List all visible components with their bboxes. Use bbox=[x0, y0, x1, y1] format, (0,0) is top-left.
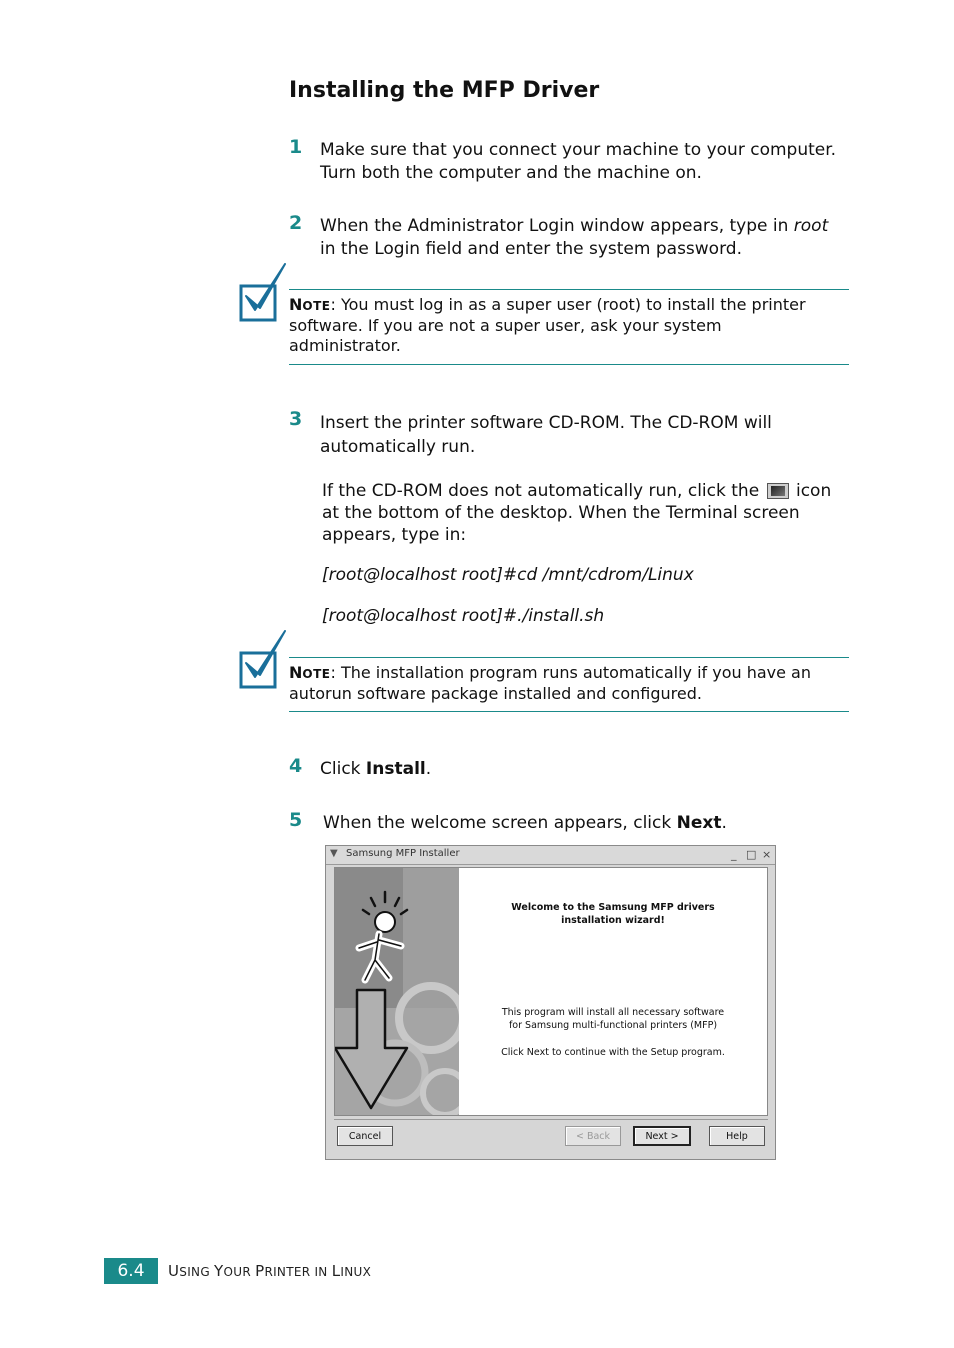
dialog-separator bbox=[334, 1119, 768, 1120]
step-5-next-emphasis: Next bbox=[676, 813, 722, 833]
section-title-part: U bbox=[168, 1262, 180, 1280]
note-2-line-1 bbox=[289, 663, 849, 684]
step-3-line-2: automatically run. bbox=[320, 437, 476, 457]
step-2-line-1 bbox=[320, 215, 828, 238]
step-2-root-emphasis: root bbox=[793, 216, 829, 236]
step-1-line-2: Turn both the computer and the machine on. bbox=[320, 163, 702, 183]
section-title-part: L bbox=[331, 1262, 341, 1280]
wizard-illustration bbox=[335, 868, 459, 1115]
step-3-text bbox=[320, 411, 772, 459]
note-1-top-rule bbox=[289, 289, 849, 290]
section-title-part: P bbox=[255, 1262, 265, 1280]
step-number-4: 4 bbox=[289, 755, 303, 777]
step-3-line-1: Insert the printer software CD-ROM. The CD-ROM will bbox=[320, 413, 772, 433]
info-line-3: Click Next to continue with the Setup program. bbox=[501, 1047, 725, 1058]
step-1-line-1: Make sure that you connect your machine to your computer. bbox=[320, 140, 837, 160]
section-title bbox=[168, 1262, 371, 1280]
note-2-label-n: N bbox=[289, 663, 303, 682]
section-title-part: Y bbox=[214, 1262, 224, 1280]
checkmark-note-icon bbox=[238, 629, 288, 691]
note-1 bbox=[289, 295, 849, 356]
note-1-text-1: : You must log in as a super user (root) to install the printer bbox=[330, 295, 806, 314]
step-4-install-emphasis: Install bbox=[365, 759, 426, 779]
note-2-label-rest: OTE bbox=[302, 667, 331, 681]
note-2-bottom-rule bbox=[289, 711, 849, 712]
note-2-text-1: : The installation program runs automatically if you have an bbox=[330, 663, 811, 682]
info-line-2: for Samsung multi-functional printers (MFP) bbox=[508, 1020, 718, 1031]
note-1-label-n: N bbox=[289, 295, 303, 314]
note-1-line-2: software. If you are not a super user, ask your system bbox=[289, 316, 722, 335]
cancel-button[interactable]: Cancel bbox=[337, 1126, 393, 1146]
step-5-text-a: When the welcome screen appears, click bbox=[323, 813, 677, 833]
step-number-2: 2 bbox=[289, 212, 303, 234]
section-title-part: SING bbox=[179, 1265, 215, 1279]
note-1-label-rest: OTE bbox=[302, 299, 331, 313]
welcome-heading-line-2: installation wizard! bbox=[561, 915, 665, 926]
step-3-sub-line-1 bbox=[322, 480, 831, 502]
installer-dialog-screenshot bbox=[325, 845, 776, 1160]
note-1-bottom-rule bbox=[289, 364, 849, 365]
note-1-line-3: administrator. bbox=[289, 336, 401, 355]
step-2-text-a: When the Administrator Login window appears, type in bbox=[320, 216, 794, 236]
step-number-1: 1 bbox=[289, 136, 303, 158]
step-3-sub-line-3: appears, type in: bbox=[322, 525, 467, 545]
terminal-icon-screen bbox=[771, 486, 785, 496]
back-button[interactable]: < Back bbox=[565, 1126, 621, 1146]
page-number: 6.4 bbox=[104, 1258, 158, 1284]
dialog-title-bar bbox=[326, 846, 775, 865]
command-line-1: [root@localhost root]#cd /mnt/cdrom/Linux bbox=[322, 565, 694, 585]
note-1-line-1 bbox=[289, 295, 849, 316]
maximize-icon[interactable]: □ bbox=[746, 848, 757, 861]
note-2-line-2: autorun software package installed and configured. bbox=[289, 684, 702, 703]
step-4-text bbox=[320, 758, 431, 781]
step-number-5: 5 bbox=[289, 809, 303, 831]
step-5-text-c: . bbox=[721, 813, 727, 833]
step-3-sub-text-a: If the CD-ROM does not automatically run, click the bbox=[322, 481, 760, 501]
step-2-text bbox=[320, 215, 828, 261]
help-button[interactable]: Help bbox=[709, 1126, 765, 1146]
step-4-text-c: . bbox=[425, 759, 432, 779]
step-4-text-a: Click bbox=[320, 759, 366, 779]
checkmark-note-icon bbox=[238, 262, 288, 324]
note-2-top-rule bbox=[289, 657, 849, 658]
step-1-text bbox=[320, 139, 836, 185]
minimize-icon[interactable]: _ bbox=[731, 848, 737, 861]
command-line-2: [root@localhost root]#./install.sh bbox=[322, 606, 605, 626]
welcome-heading-line-1: Welcome to the Samsung MFP drivers bbox=[511, 902, 715, 913]
step-3-sub-text-b: icon bbox=[795, 481, 832, 501]
note-2 bbox=[289, 663, 849, 704]
section-title-part: INUX bbox=[340, 1265, 372, 1279]
page-title: Installing the MFP Driver bbox=[289, 78, 600, 103]
step-3-sub-line-2: at the bottom of the desktop. When the Terminal screen bbox=[322, 503, 800, 523]
step-number-3: 3 bbox=[289, 408, 303, 430]
close-icon[interactable]: × bbox=[762, 848, 772, 861]
step-2-line-2: in the Login field and enter the system password. bbox=[320, 239, 742, 259]
next-button[interactable]: Next > bbox=[633, 1126, 691, 1146]
terminal-icon[interactable] bbox=[767, 483, 789, 499]
dialog-content-panel bbox=[334, 867, 768, 1116]
dialog-title: Samsung MFP Installer bbox=[346, 848, 460, 859]
window-menu-icon[interactable]: ▼ bbox=[330, 848, 338, 859]
section-title-part: OUR bbox=[223, 1265, 256, 1279]
step-5-text bbox=[323, 812, 727, 835]
wizard-side-image bbox=[335, 868, 459, 1115]
info-line-1: This program will install all necessary software bbox=[501, 1007, 725, 1018]
section-title-part: RINTER IN bbox=[264, 1265, 332, 1279]
step-3-sub-text bbox=[322, 480, 831, 546]
